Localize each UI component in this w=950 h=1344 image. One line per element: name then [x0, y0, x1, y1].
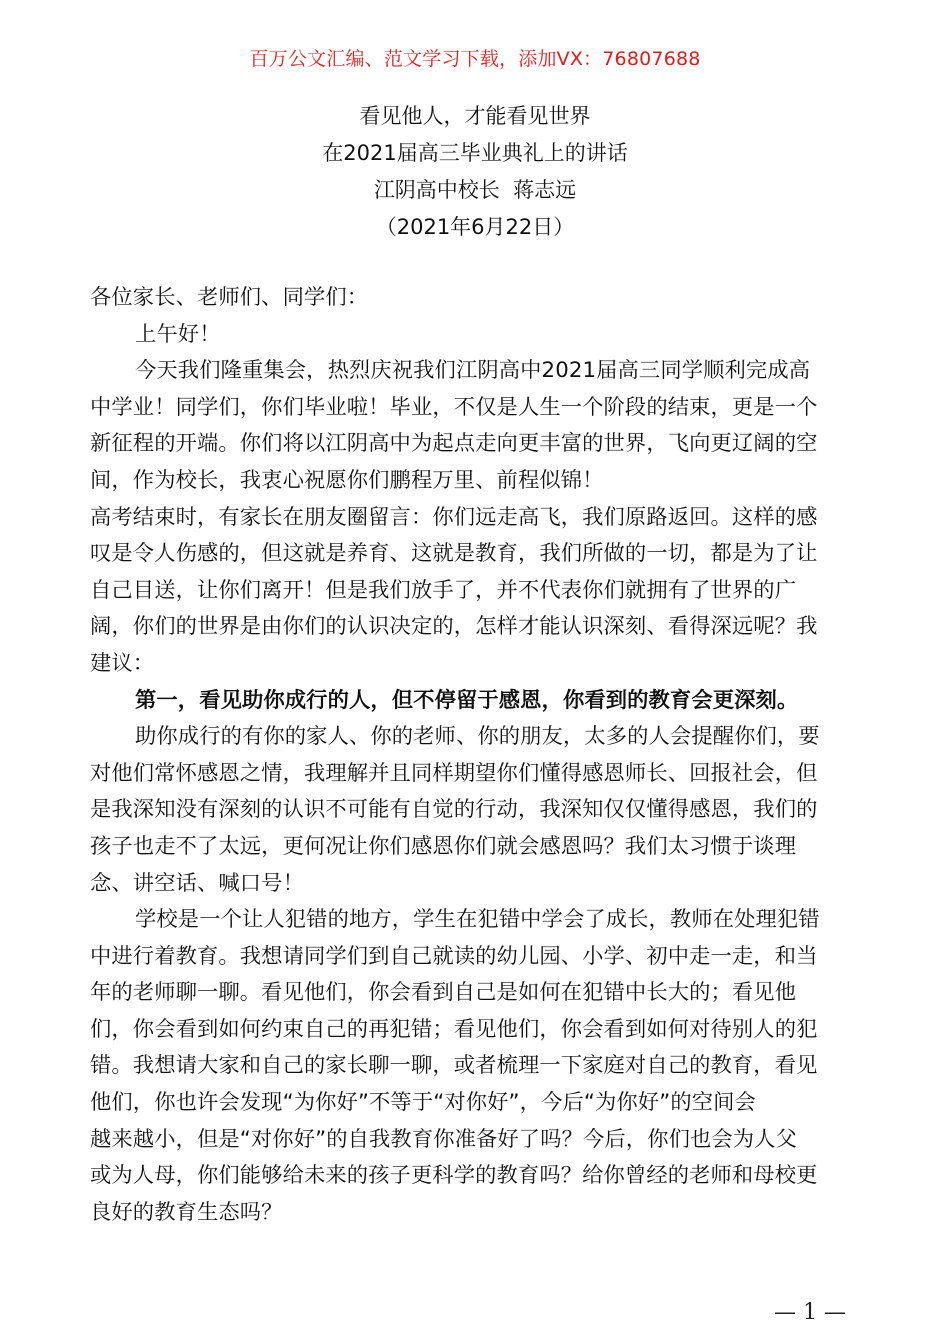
body-line: 今天我们隆重集会，热烈庆祝我们江阴高中2021届高三同学顺利完成高	[135, 358, 811, 384]
body-line: 助你成行的有你的家人、你的老师、你的朋友，太多的人会提醒你们，要	[135, 724, 820, 750]
speech-subtitle: 在2021届高三毕业典礼上的讲话	[322, 141, 628, 165]
body-line: 各位家长、老师们、同学们：	[90, 285, 369, 310]
page-number: — 1 —	[774, 1300, 846, 1325]
body-line: 是我深知没有深刻的认识不可能有自觉的行动，我深知仅仅懂得感恩，我们的	[90, 797, 818, 823]
body-line: 新征程的开端。你们将以江阴高中为起点走向更丰富的世界，飞向更辽阔的空	[90, 431, 818, 457]
body-line: 自己目送，让你们离开！但是我们放手了，并不代表你们就拥有了世界的广	[90, 577, 797, 603]
body-line: 中进行着教育。我想请同学们到自己就读的幼儿园、小学、初中走一走，和当	[90, 943, 818, 969]
body-line: 孩子也走不了太远，更何况让你们感恩你们就会感恩吗？我们太习惯于谈理	[90, 833, 797, 859]
watermark-banner: 百万公文汇编、范文学习下载，添加VX：76807688	[249, 48, 701, 70]
body-line: 年的老师聊一聊。看见他们，你会看到自己是如何在犯错中长大的；看见他	[90, 980, 797, 1006]
body-line: 念、讲空话、喊口号！	[90, 870, 304, 896]
body-line: 或为人母，你们能够给未来的孩子更科学的教育吗？给你曾经的老师和母校更	[90, 1163, 818, 1189]
body-line: 越来越小，但是“对你好”的自我教育你准备好了吗？今后，你们也会为人父	[90, 1126, 797, 1152]
speech-date: （2021年6月22日）	[375, 215, 575, 239]
body-line: 间，作为校长，我衷心祝愿你们鹏程万里、前程似锦！	[90, 467, 604, 493]
speaker-line: 江阴高中校长 蒋志远	[373, 178, 577, 202]
body-line: 中学业！同学们，你们毕业啦！毕业，不仅是人生一个阶段的结束，更是一个	[90, 394, 818, 420]
body-line: 学校是一个让人犯错的地方，学生在犯错中学会了成长，教师在处理犯错	[135, 907, 820, 933]
speech-body	[90, 280, 860, 1231]
body-line: 上午好！	[135, 321, 221, 347]
body-line: 对他们常怀感恩之情，我理解并且同样期望你们懂得感恩师长、回报社会，但	[90, 760, 818, 786]
section-heading: 第一，看见助你成行的人，但不停留于感恩，你看到的教育会更深刻。	[135, 687, 799, 713]
body-line: 阔，你们的世界是由你们的认识决定的，怎样才能认识深刻、看得深远呢？我	[90, 614, 818, 640]
body-line: 他们，你也许会发现“为你好”不等于“对你好”，今后“为你好”的空间会	[90, 1090, 756, 1116]
body-line: 叹是令人伤感的，但这就是养育、这就是教育，我们所做的一切，都是为了让	[90, 541, 818, 567]
body-line: 们，你会看到如何约束自己的再犯错；看见他们，你会看到如何对待别人的犯	[90, 1016, 818, 1042]
body-line: 建议：	[90, 650, 155, 676]
body-line: 良好的教育生态吗？	[90, 1199, 283, 1225]
body-line: 高考结束时，有家长在朋友圈留言：你们远走高飞，我们原路返回。这样的感	[90, 504, 818, 530]
body-line: 错。我想请大家和自己的家长聊一聊，或者梳理一下家庭对自己的教育，看见	[90, 1053, 818, 1079]
speech-title: 看见他人，才能看见世界	[359, 104, 591, 128]
title-block	[0, 98, 950, 246]
